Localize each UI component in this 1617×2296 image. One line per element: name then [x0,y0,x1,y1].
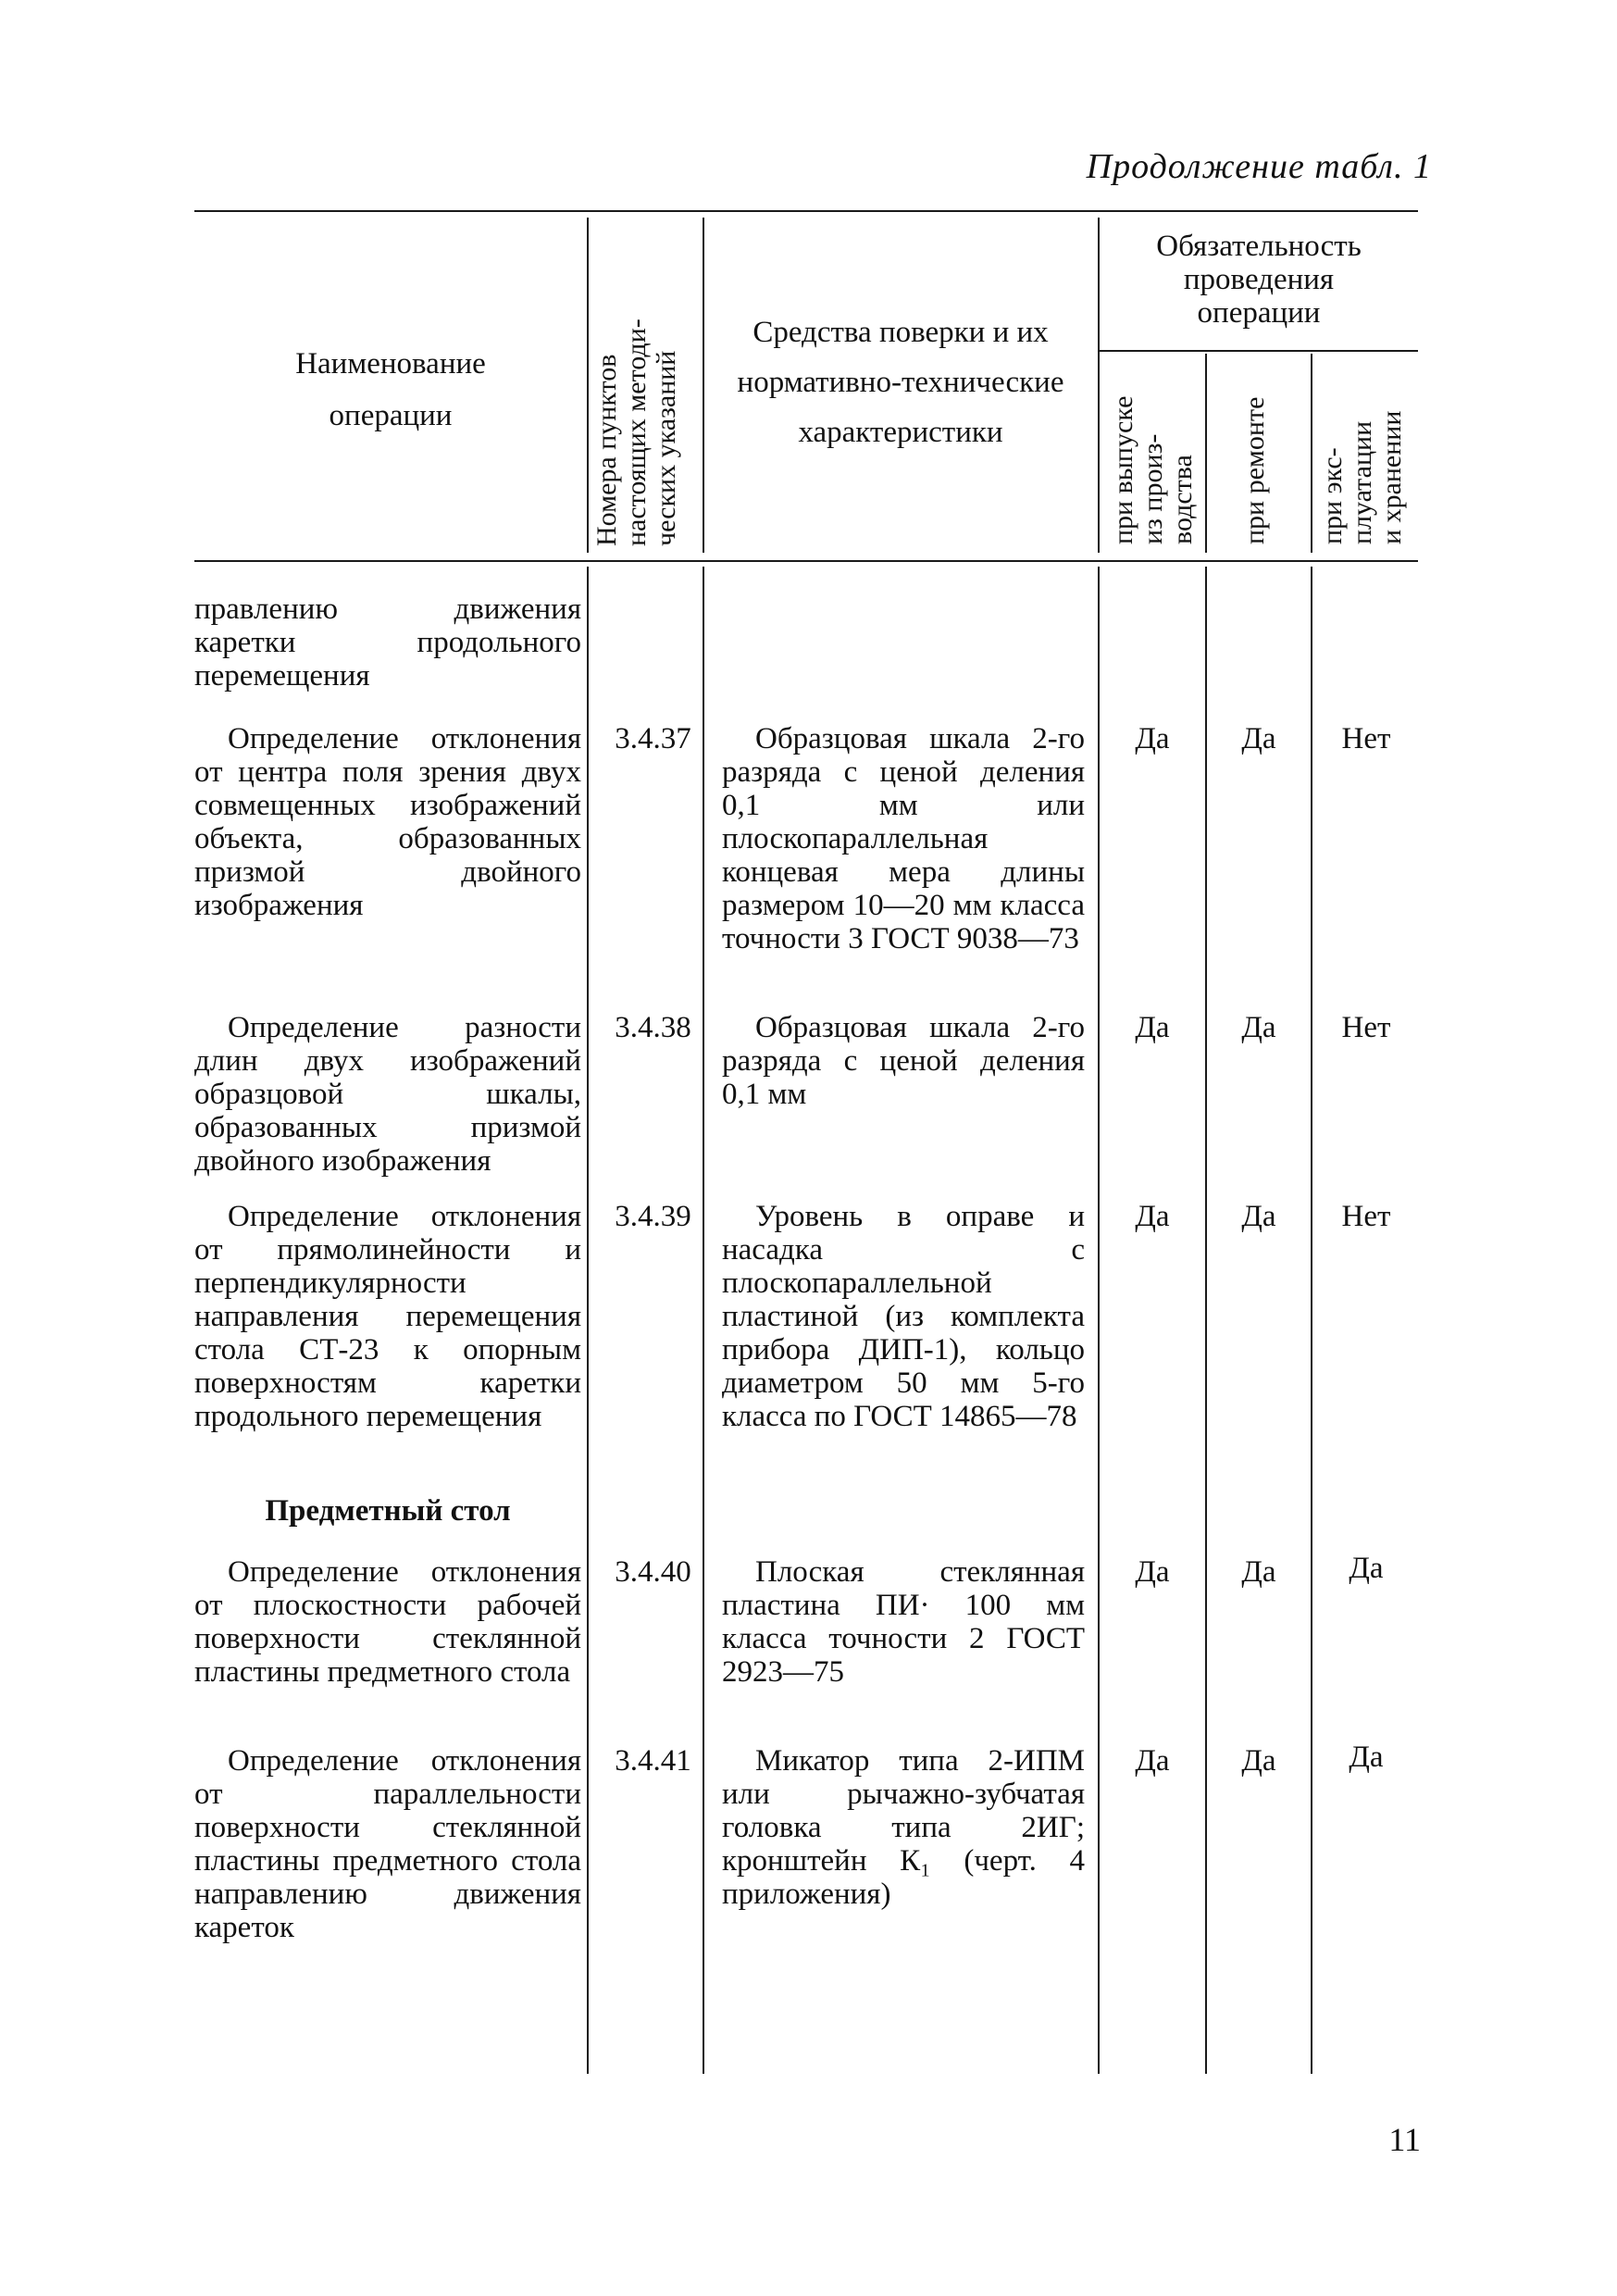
row-item-number: 3.4.41 [615,1744,691,1778]
row-means: Плоская стеклянная пластина ПИ· 100 мм класса точности 2 ГОСТ 2923—75 [722,1555,1085,1689]
col-divider-4-body [1205,567,1207,2074]
row-means: Уровень в оправе и насадка с плоскопараллельной пластиной (из комплекта прибора ДИП-1), кольцо диаметром 50 мм 5-го класса по ГОСТ 14865—78 [722,1200,1085,1433]
section-title: Предметный стол [265,1494,511,1528]
row-release: Да [1135,1555,1170,1589]
col-divider-5-body [1311,567,1312,2074]
row-means: Образцовая шкала 2-го разряда с ценой деления 0,1 мм [722,1011,1085,1111]
row-item-number: 3.4.37 [615,722,691,755]
header-sub-operation: при экс- плуатации и хранении [1317,410,1407,544]
col-divider-5-header [1311,354,1312,553]
header-bottom-rule [194,560,1418,562]
table-caption: Продолжение табл. 1 [1086,147,1432,186]
header-sub-repair: при ремонте [1239,396,1270,544]
row-release: Да [1135,1744,1170,1778]
row-release: Да [1135,722,1170,755]
col-divider-1-body [587,567,589,2074]
header-obligation: Обязательность проведения операции [1156,230,1362,330]
col-divider-3-body [1098,567,1100,2074]
row-operation-storage: Да [1349,1741,1384,1774]
col-divider-4-header [1205,354,1207,553]
row-repair: Да [1241,1555,1276,1589]
row-means: Микатор типа 2-ИПМ или рычажно-зубчатая головка типа 2ИГ; кронштейн К₁ (черт. 4 приложения) [722,1744,1085,1911]
row-operation: Определение разности длин двух изображений образцовой шкалы, образованных призмой двойного изображения [194,1011,581,1178]
row-repair: Да [1241,1744,1276,1778]
obligation-sub-rule [1098,350,1418,352]
row-means: Образцовая шкала 2-го разряда с ценой деления 0,1 мм или плоскопараллельная концевая мера длины размером 10—20 мм класса точности 3 ГОСТ 9038—73 [722,722,1085,955]
header-sub-release: при выпуске из произ- водства [1108,395,1198,544]
row-repair: Да [1241,1011,1276,1044]
row-operation: Определение отклонения от прямолинейности и перпендикулярности направления перемещения стола СТ-23 к опорным поверхностям каретки продольного перемещения [194,1200,581,1433]
row-operation-storage: Нет [1341,1011,1391,1044]
row-operation-storage: Да [1349,1552,1384,1585]
row-repair: Да [1241,722,1276,755]
header-item-numbers: Номера пунктов настоящих методи- ческих указаний [591,318,681,546]
row-operation-storage: Нет [1341,722,1391,755]
col-divider-1-header [587,218,589,553]
header-means: Средства поверки и их нормативно-технические характеристики [737,316,1064,449]
row-item-number: 3.4.39 [615,1200,691,1233]
row-operation: Определение отклонения от плоскостности рабочей поверхности стеклянной пластины предметного стола [194,1555,581,1689]
col-divider-2-header [703,218,704,553]
row-item-number: 3.4.38 [615,1011,691,1044]
row-operation: Определение отклонения от центра поля зрения двух совмещенных изображений объекта, образованных призмой двойного изображения [194,722,581,922]
row-operation-storage: Нет [1341,1200,1391,1233]
row-release: Да [1135,1200,1170,1233]
page-number: 11 [1388,2121,1421,2158]
row-operation: Определение отклонения от параллельности поверхности стеклянной пластины предметного стола направлению движения кареток [194,1744,581,1944]
row-item-number: 3.4.40 [615,1555,691,1589]
table-top-rule [194,210,1418,212]
row-repair: Да [1241,1200,1276,1233]
continuation-operation: правлению движения каретки продольного перемещения [194,593,581,693]
row-release: Да [1135,1011,1170,1044]
header-operation-name: Наименование операции [295,347,486,432]
col-divider-2-body [703,567,704,2074]
